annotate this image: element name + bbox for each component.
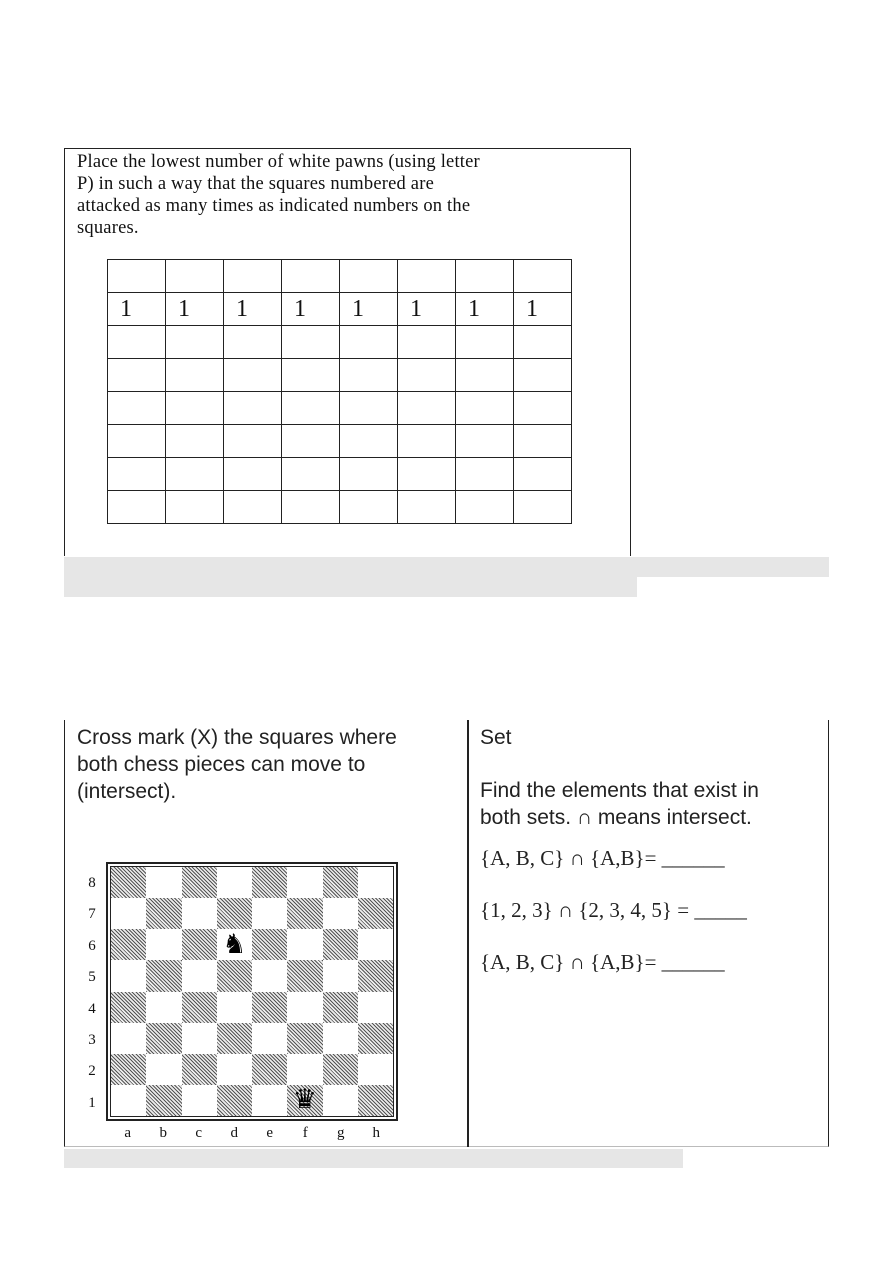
pawn-grid-cell[interactable] [514, 359, 572, 392]
pawn-grid-cell[interactable]: 1 [224, 293, 282, 326]
pawn-grid-cell[interactable] [282, 425, 340, 458]
square-h5[interactable] [358, 960, 393, 991]
square-c6[interactable] [182, 929, 217, 960]
pawn-grid-cell[interactable] [166, 359, 224, 392]
pawn-grid-cell[interactable]: 1 [166, 293, 224, 326]
square-c5[interactable] [182, 960, 217, 991]
pawn-grid-cell[interactable] [398, 260, 456, 293]
file-label: b [159, 1125, 167, 1141]
square-a4[interactable] [111, 992, 146, 1023]
pawn-grid-cell[interactable] [282, 392, 340, 425]
pawn-grid-cell[interactable] [398, 392, 456, 425]
square-h7[interactable] [358, 898, 393, 929]
pawn-grid-cell[interactable] [282, 458, 340, 491]
file-label: e [266, 1125, 274, 1141]
pawn-grid-row [108, 326, 572, 359]
square-b4[interactable] [146, 992, 181, 1023]
square-b2[interactable] [146, 1054, 181, 1085]
pawn-grid-cell[interactable] [108, 359, 166, 392]
square-a8[interactable] [111, 867, 146, 898]
rank-label: 8 [88, 875, 96, 891]
rank-label: 1 [88, 1094, 96, 1111]
square-b7[interactable] [146, 898, 181, 929]
chess-task-instruction [77, 724, 457, 805]
instruction-line: Cross mark (X) the squares where [77, 726, 397, 749]
pawn-grid-cell[interactable]: 1 [514, 293, 572, 326]
square-c1[interactable] [182, 1085, 217, 1116]
column-divider [467, 720, 469, 1147]
pawn-grid-cell[interactable] [398, 491, 456, 524]
square-f7[interactable] [287, 898, 322, 929]
square-f5[interactable] [287, 960, 322, 991]
pawn-grid-cell[interactable] [514, 458, 572, 491]
pawn-grid-cell[interactable] [108, 491, 166, 524]
pawn-grid-cell[interactable] [456, 491, 514, 524]
file-label: g [337, 1125, 345, 1141]
rank-label: 7 [88, 906, 96, 923]
file-label: a [124, 1125, 132, 1141]
pawn-grid-cell[interactable] [340, 425, 398, 458]
set-equation-1[interactable]: {A, B, C} ∩ {A,B}= ______ [480, 846, 725, 870]
pawn-grid-cell[interactable] [166, 491, 224, 524]
square-c2[interactable] [182, 1054, 217, 1085]
pawn-grid-cell[interactable] [224, 359, 282, 392]
pawn-grid-cell[interactable] [108, 458, 166, 491]
set-equation-2[interactable]: {1, 2, 3} ∩ {2, 3, 4, 5} = _____ [480, 898, 747, 922]
square-d7[interactable] [217, 898, 252, 929]
rank-label: 5 [88, 969, 96, 986]
pawn-grid-cell[interactable] [398, 458, 456, 491]
pawn-grid-cell[interactable] [340, 392, 398, 425]
square-e7[interactable] [252, 898, 287, 929]
square-e5[interactable] [252, 960, 287, 991]
pawn-grid-cell[interactable] [456, 326, 514, 359]
square-h6[interactable] [358, 929, 393, 960]
pawn-grid-cell[interactable] [514, 392, 572, 425]
square-g4[interactable] [323, 992, 358, 1023]
square-c3[interactable] [182, 1023, 217, 1054]
square-b8[interactable] [146, 867, 181, 898]
square-h8[interactable] [358, 867, 393, 898]
square-a3[interactable] [111, 1023, 146, 1054]
pawn-grid-row [108, 293, 572, 326]
square-e8[interactable] [252, 867, 287, 898]
pawn-grid-cell[interactable] [224, 392, 282, 425]
pawn-grid-cell[interactable] [108, 392, 166, 425]
pawn-grid-cell[interactable] [340, 260, 398, 293]
pawn-grid-cell[interactable] [514, 260, 572, 293]
instruction-line: Place the lowest number of white pawns (using letter [77, 152, 480, 172]
pawn-grid-cell[interactable] [108, 425, 166, 458]
gray-strip [64, 1149, 683, 1168]
square-b1[interactable] [146, 1085, 181, 1116]
square-b6[interactable] [146, 929, 181, 960]
square-g1[interactable] [323, 1085, 358, 1116]
square-f8[interactable] [287, 867, 322, 898]
instruction-line: squares. [77, 218, 139, 238]
instruction-line: Find the elements that exist in [480, 779, 759, 802]
pawn-grid-cell[interactable] [224, 491, 282, 524]
set-title: Set [480, 726, 512, 749]
rank-labels [85, 868, 99, 1119]
pawn-grid-cell[interactable] [166, 425, 224, 458]
gray-strip [64, 577, 637, 597]
pawn-grid [107, 259, 572, 524]
pawn-grid-cell[interactable] [108, 326, 166, 359]
set-instruction [480, 777, 825, 831]
square-d8[interactable] [217, 867, 252, 898]
pawn-grid-cell[interactable] [224, 260, 282, 293]
pawn-grid-cell[interactable] [282, 326, 340, 359]
pawn-grid-cell[interactable] [166, 458, 224, 491]
square-e2[interactable] [252, 1054, 287, 1085]
file-label: f [302, 1125, 308, 1141]
set-equation-3[interactable]: {A, B, C} ∩ {A,B}= ______ [480, 950, 725, 974]
pawn-grid-cell[interactable] [340, 326, 398, 359]
pawn-grid-cell[interactable] [398, 326, 456, 359]
pawn-grid-cell[interactable] [340, 491, 398, 524]
square-g5[interactable] [323, 960, 358, 991]
pawn-grid-cell[interactable]: 1 [456, 293, 514, 326]
pawn-grid-row [108, 392, 572, 425]
square-a5[interactable] [111, 960, 146, 991]
square-g8[interactable] [323, 867, 358, 898]
pawn-grid-cell[interactable] [456, 260, 514, 293]
square-f4[interactable] [287, 992, 322, 1023]
pawn-grid-cell[interactable] [456, 425, 514, 458]
square-h1[interactable] [358, 1085, 393, 1116]
pawn-grid-cell[interactable] [514, 425, 572, 458]
pawn-grid-cell[interactable] [456, 359, 514, 392]
chessboard [110, 866, 394, 1117]
pawn-grid-row [108, 491, 572, 524]
pawn-grid-cell[interactable] [224, 326, 282, 359]
pawn-grid-cell[interactable] [456, 458, 514, 491]
instruction-line: P) in such a way that the squares numbered are [77, 174, 434, 194]
square-a6[interactable] [111, 929, 146, 960]
instruction-line: both sets. ∩ means intersect. [480, 806, 752, 829]
pawn-grid-row [108, 425, 572, 458]
pawn-task-instruction [77, 151, 622, 239]
chessboard-frame [106, 862, 398, 1121]
square-d5[interactable] [217, 960, 252, 991]
square-g2[interactable] [323, 1054, 358, 1085]
pawn-grid-cell[interactable] [456, 392, 514, 425]
square-c4[interactable] [182, 992, 217, 1023]
rank-label: 2 [88, 1063, 96, 1080]
file-label: h [372, 1125, 380, 1141]
black-queen-icon: ♛ [292, 1084, 317, 1116]
pawn-grid-cell[interactable] [108, 260, 166, 293]
square-e6[interactable] [252, 929, 287, 960]
square-c7[interactable] [182, 898, 217, 929]
square-d6[interactable] [217, 929, 252, 960]
instruction-line: attacked as many times as indicated numbers on the [77, 196, 471, 216]
file-labels [110, 1120, 394, 1146]
square-a2[interactable] [111, 1054, 146, 1085]
pawn-grid-cell[interactable] [282, 260, 340, 293]
black-knight-icon: ♞ [222, 928, 247, 960]
pawn-grid-cell[interactable] [224, 425, 282, 458]
square-d1[interactable] [217, 1085, 252, 1116]
rank-label: 4 [88, 1000, 96, 1017]
pawn-grid-cell[interactable] [166, 392, 224, 425]
square-a1[interactable] [111, 1085, 146, 1116]
square-b5[interactable] [146, 960, 181, 991]
pawn-grid-cell[interactable]: 1 [282, 293, 340, 326]
pawn-grid-cell[interactable] [340, 359, 398, 392]
pawn-grid-cell[interactable] [340, 458, 398, 491]
square-g3[interactable] [323, 1023, 358, 1054]
pawn-grid-cell[interactable] [282, 359, 340, 392]
pawn-grid-cell[interactable] [514, 491, 572, 524]
pawn-task-panel [64, 148, 631, 556]
file-label: c [195, 1125, 203, 1141]
square-f6[interactable] [287, 929, 322, 960]
pawn-grid-cell[interactable] [398, 425, 456, 458]
gray-strip [64, 557, 829, 577]
pawn-grid-row [108, 458, 572, 491]
pawn-grid-cell[interactable] [166, 260, 224, 293]
pawn-grid-cell[interactable]: 1 [108, 293, 166, 326]
file-label: d [230, 1125, 238, 1141]
square-d3[interactable] [217, 1023, 252, 1054]
pawn-grid-cell[interactable]: 1 [398, 293, 456, 326]
pawn-grid-row [108, 359, 572, 392]
square-c8[interactable] [182, 867, 217, 898]
square-h2[interactable] [358, 1054, 393, 1085]
square-f2[interactable] [287, 1054, 322, 1085]
square-h3[interactable] [358, 1023, 393, 1054]
pawn-grid-cell[interactable] [224, 458, 282, 491]
set-task [480, 724, 825, 1001]
square-f3[interactable] [287, 1023, 322, 1054]
square-g6[interactable] [323, 929, 358, 960]
rank-label: 6 [88, 937, 96, 954]
pawn-grid-cell[interactable]: 1 [340, 293, 398, 326]
square-b3[interactable] [146, 1023, 181, 1054]
instruction-line: (intersect). [77, 780, 177, 803]
square-d4[interactable] [217, 992, 252, 1023]
square-a7[interactable] [111, 898, 146, 929]
square-h4[interactable] [358, 992, 393, 1023]
square-g7[interactable] [323, 898, 358, 929]
pawn-grid-cell[interactable] [514, 326, 572, 359]
square-d2[interactable] [217, 1054, 252, 1085]
square-e1[interactable] [252, 1085, 287, 1116]
chess-and-sets-panel [64, 720, 829, 1147]
pawn-grid-cell[interactable] [282, 491, 340, 524]
instruction-line: both chess pieces can move to [77, 753, 366, 776]
square-e3[interactable] [252, 1023, 287, 1054]
square-f1[interactable] [287, 1085, 322, 1116]
pawn-grid-row [108, 260, 572, 293]
square-e4[interactable] [252, 992, 287, 1023]
rank-label: 3 [88, 1031, 96, 1048]
pawn-grid-cell[interactable] [166, 326, 224, 359]
pawn-grid-cell[interactable] [398, 359, 456, 392]
